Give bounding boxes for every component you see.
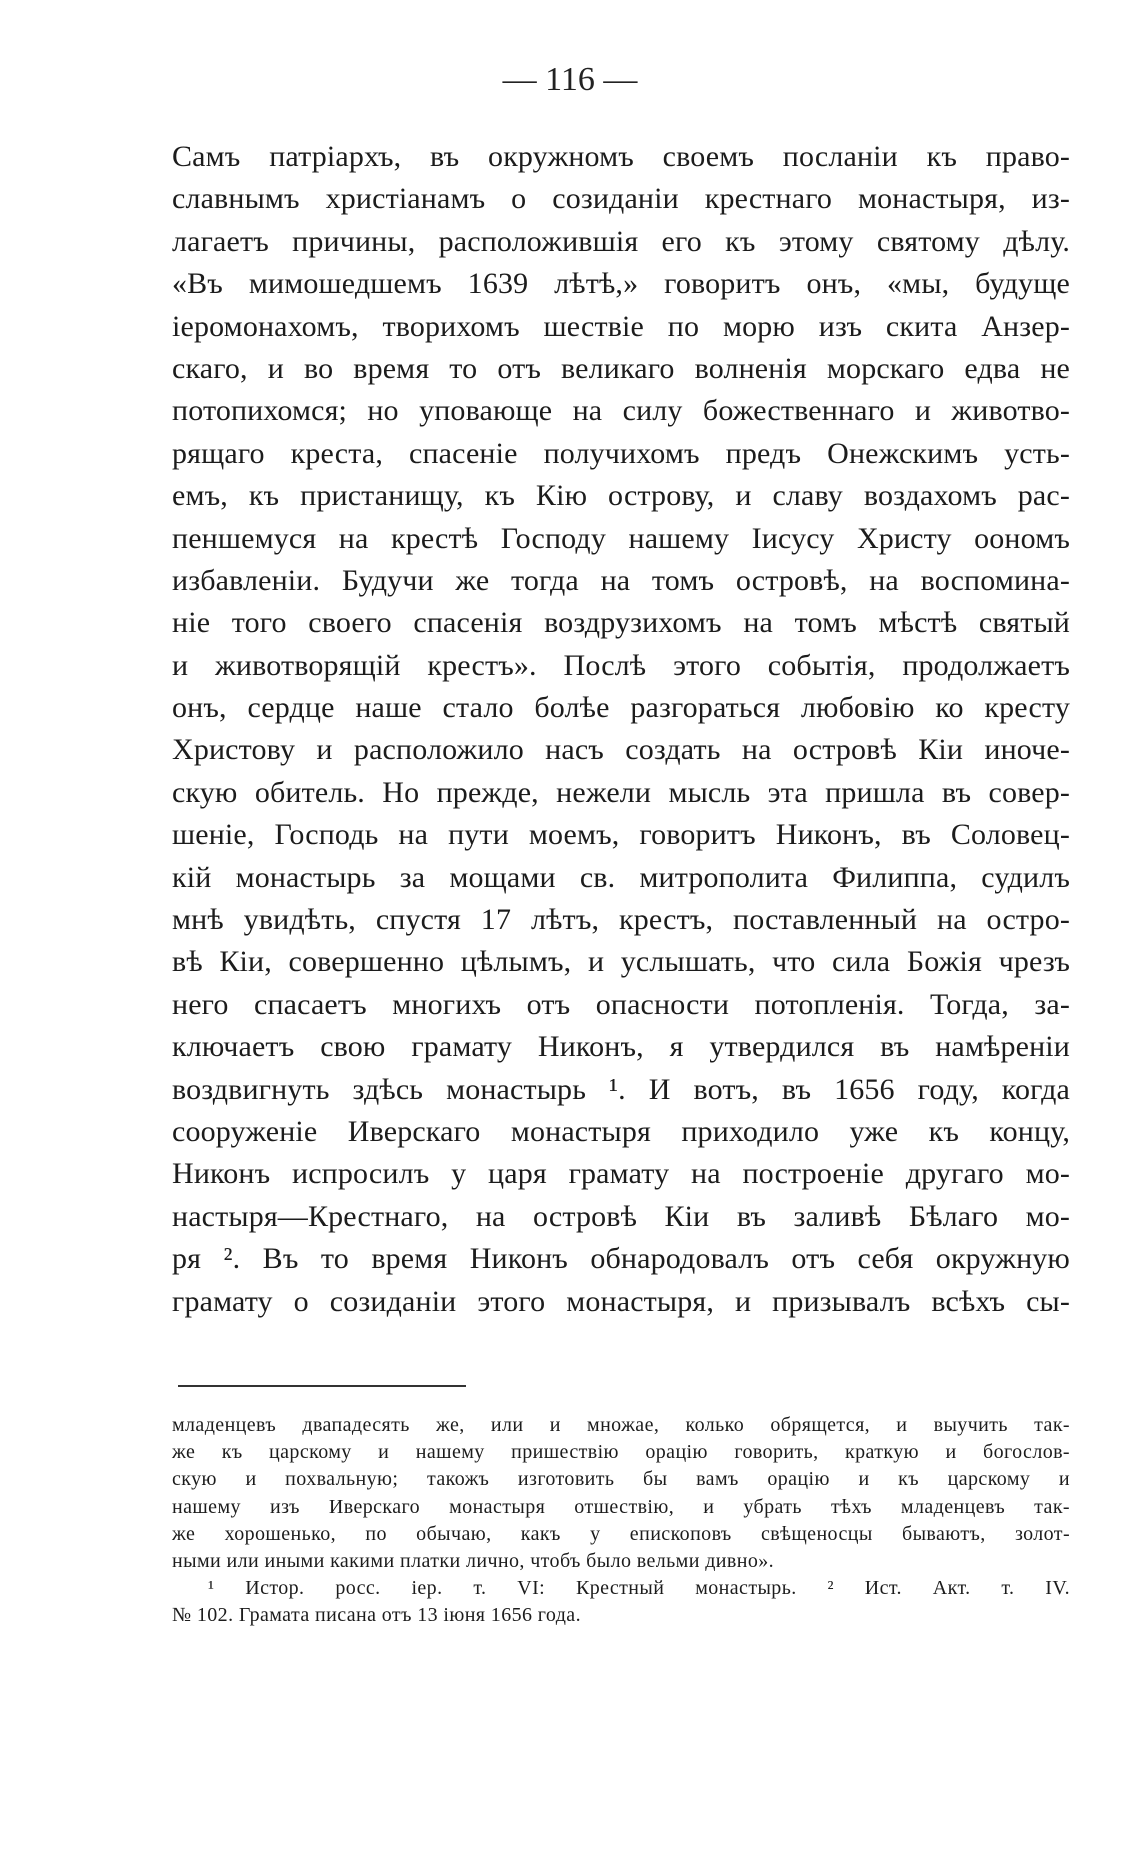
- body-line: потопихомся; но уповающе на силу божественнаго и животво-: [172, 394, 1070, 428]
- body-line: вѣ Кіи, совершенно цѣлымъ, и услышать, что сила Божія чрезъ: [172, 945, 1070, 979]
- footnote-continuation-line: ными или иными какими платки лично, чтобъ было вельми дивно».: [172, 1549, 775, 1572]
- footnotes: [172, 1412, 1070, 1630]
- body-line: воздвигнуть здѣсь монастырь ¹. И вотъ, въ 1656 году, когда: [172, 1072, 1070, 1106]
- footnote-continuation-line: же къ царскому и нашему пришествію орацію говорить, краткую и богослов-: [172, 1441, 1070, 1464]
- body-line: скую обитель. Но прежде, нежели мысль эта пришла въ совер-: [172, 775, 1070, 809]
- body-line: грамату о созиданіи этого монастыря, и призывалъ всѣхъ сы-: [172, 1284, 1070, 1318]
- body-line: сооруженіе Иверскаго монастыря приходило уже къ концу,: [172, 1114, 1070, 1148]
- body-line: кій монастырь за мощами св. митрополита Филиппа, судилъ: [172, 860, 1070, 894]
- body-line: Никонъ испросилъ у царя грамату на построеніе другаго мо-: [172, 1157, 1070, 1191]
- body-line: онъ, сердце наше стало болѣе разгораться любовію ко кресту: [172, 691, 1070, 725]
- page-number: — 116 —: [502, 61, 638, 98]
- body-line: ніе того своего спасенія воздрузихомъ на томъ мѣстѣ святый: [172, 606, 1070, 640]
- body-text: [172, 136, 1070, 1323]
- body-line: ря ². Въ то время Никонъ обнародовалъ отъ себя окружную: [172, 1242, 1070, 1276]
- body-line: емъ, къ пристанищу, къ Кію острову, и славу воздахомъ рас-: [172, 479, 1070, 513]
- body-line: рящаго креста, спасеніе получихомъ предъ Онежскимъ усть-: [172, 436, 1070, 470]
- footnote-continuation-line: же хорошенько, по обычаю, какъ у епископовъ свѣщеносцы бываютъ, золот-: [172, 1522, 1070, 1545]
- body-line: Самъ патріархъ, въ окружномъ своемъ посланіи къ право-: [172, 140, 1070, 173]
- footnote-references-continued: № 102. Грамата писана отъ 13 іюня 1656 года.: [172, 1604, 581, 1627]
- body-line: скаго, и во время то отъ великаго волненія морскаго едва не: [172, 351, 1070, 385]
- body-line: избавленіи. Будучи же тогда на томъ островѣ, на воспомина-: [172, 563, 1070, 597]
- body-line: мнѣ увидѣть, спустя 17 лѣтъ, крестъ, поставленный на остро-: [172, 903, 1070, 937]
- body-line: іеромонахомъ, творихомъ шествіе по морю изъ скита Анзер-: [172, 309, 1070, 343]
- body-line: пеншемуся на крестѣ Господу нашему Іисусу Христу оономъ: [172, 521, 1070, 555]
- body-line: славнымъ христіанамъ о созиданіи крестнаго монастыря, из-: [172, 182, 1070, 216]
- footnote-references: ¹ Истор. росс. іер. т. VI: Крестный монастырь. ² Ист. Акт. т. IV.: [208, 1577, 1070, 1600]
- footnote-continuation-line: нашему изъ Иверскаго монастыря отшествію, и убрать тѣхъ младенцевъ так-: [172, 1495, 1070, 1518]
- body-line: настыря—Крестнаго, на островѣ Кіи въ заливѣ Бѣлаго мо-: [172, 1199, 1070, 1233]
- body-line: Христову и расположило насъ создать на островѣ Кіи иноче-: [172, 733, 1070, 767]
- body-line: ключаетъ свою грамату Никонъ, я утвердился въ намѣреніи: [172, 1030, 1070, 1064]
- body-line: него спасаетъ многихъ отъ опасности потопленія. Тогда, за-: [172, 987, 1070, 1021]
- body-line: шеніе, Господь на пути моемъ, говоритъ Никонъ, въ Соловец-: [172, 818, 1070, 852]
- footnote-continuation-line: скую и похвальную; такожъ изготовить бы вамъ орацію и къ царскому и: [172, 1468, 1070, 1491]
- footnote-separator: [178, 1385, 466, 1387]
- body-line: «Въ мимошедшемъ 1639 лѣтѣ,» говоритъ онъ, «мы, будуще: [172, 267, 1070, 301]
- body-line: лагаетъ причины, расположившія его къ этому святому дѣлу.: [172, 224, 1070, 258]
- footnote-continuation-line: младенцевъ двападесять же, или и множае, колько обрящется, и выучить так-: [172, 1414, 1070, 1436]
- body-line: и животворящій крестъ». Послѣ этого событія, продолжаетъ: [172, 648, 1070, 682]
